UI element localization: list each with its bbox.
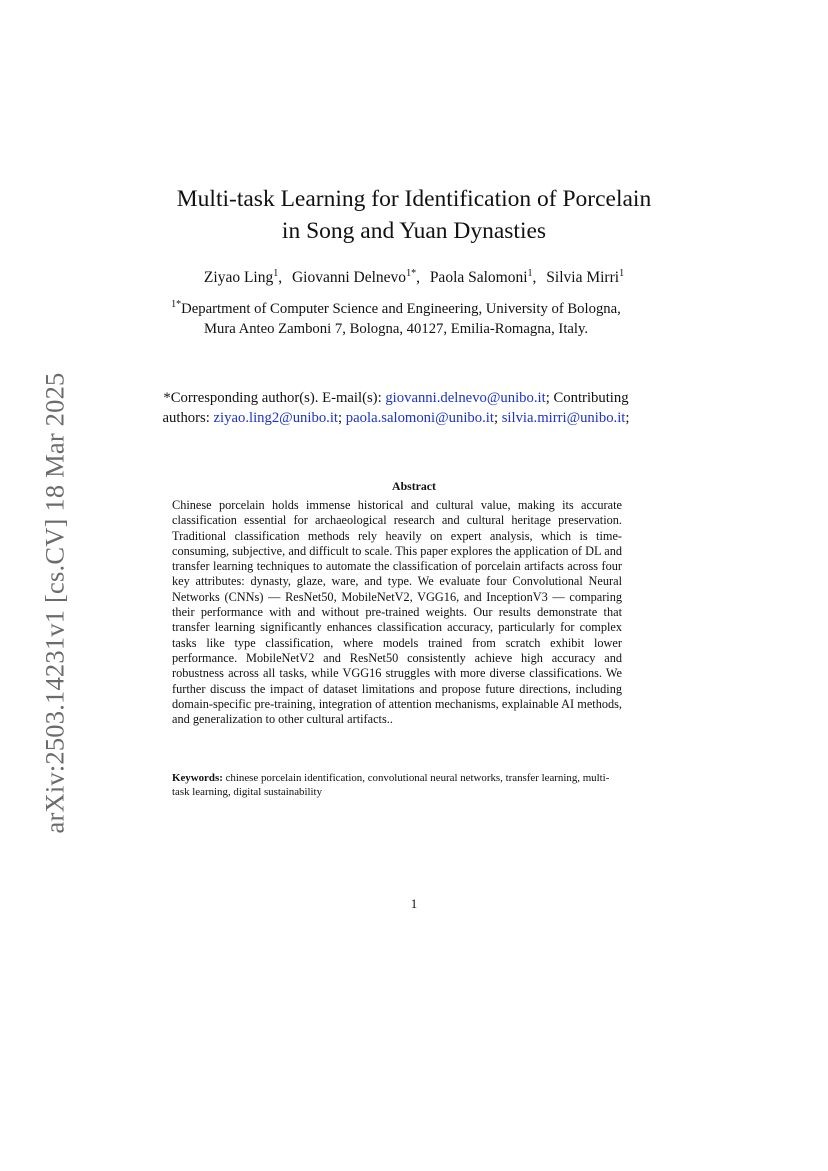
- title-line-2: in Song and Yuan Dynasties: [281, 218, 547, 244]
- contributor-email-link[interactable]: silvia.mirri@unibo.it: [501, 409, 626, 426]
- author: Silvia Mirri$^1$: [546, 268, 625, 286]
- contributor-email-link[interactable]: paola.salomoni@unibo.it: [345, 409, 494, 426]
- abstract-text: Chinese porcelain holds immense historical and cultural value, making its accurate classification essential for archaeological research and cultural heritage preservation. Traditional classification methods rely heavily on expert analysis, which is time-consuming, subjective, and difficult to scale. This paper explores the application of DL and transfer learning techniques to automate the classification of porcelain artifacts across four key attributes: dynasty, glaze, ware, and type. We evaluate four Convolutional Neural Networks (CNNs) — ResNet50, MobileNetV2, VGG16, and InceptionV3 — comparing their performance with and without pre-trained weights. Our results demonstrate that transfer learning significantly enhances classification accuracy, particularly for complex tasks like type classification, where models trained from scratch exhibit lower performance. MobileNetV2 and ResNet50 consistently achieve high accuracy and robustness across all tasks, while VGG16 struggles with more diverse classifications. We further discuss the impact of dataset limitations and propose future directions, including domain-specific pre-training, integration of attention mechanisms, explainable AI methods, and generalization to other cultural artifacts..: [172, 498, 622, 727]
- corresponding-email-link[interactable]: giovanni.delnevo@unibo.it: [385, 390, 546, 406]
- title-line-1: Multi-task Learning for Identification of Porcelain: [176, 186, 652, 212]
- abstract-heading: Abstract: [392, 479, 436, 493]
- page-number: 1: [410, 896, 418, 911]
- contributing-label: Contributing authors:: [162, 390, 629, 426]
- keywords: [172, 771, 622, 799]
- author: Giovanni Delnevo$^{1*}$: [291, 268, 417, 286]
- affiliation: $^{1*}$Department of Computer Science and Engineering, University of Bologna, Mura Anteo Zamboni 7, Bologna, 40127, Emilia-Romagna, Italy.: [171, 299, 621, 337]
- author: Ziyao Ling$^1$: [203, 268, 279, 286]
- author-list: Ziyao Ling$^1$, Giovanni Delnevo$^{1*}$, Paola Salomoni$^1$, Silvia Mirri$^1$: [203, 268, 625, 286]
- paper-title: [0, 183, 828, 247]
- arxiv-identifier-stamp: arXiv:2503.14231v1 [cs.CV] 18 Mar 2025: [39, 372, 70, 834]
- keywords-text: chinese porcelain identification, convolutional neural networks, transfer learning, multi-task learning, digital sustainability: [172, 772, 610, 798]
- contributor-email-link[interactable]: ziyao.ling2@unibo.it: [213, 409, 339, 426]
- keywords-label: Keywords:: [172, 772, 223, 784]
- correspondence-block: *Corresponding author(s). E-mail(s): giovanni.delnevo@unibo.it; Contributing authors: ziyao.ling2@unibo.it; paola.salomoni@unibo.it; silvia.mirri@unibo.it;: [162, 390, 630, 426]
- author: Paola Salomoni$^1$: [429, 268, 533, 286]
- corresponding-label: *Corresponding author(s). E-mail(s):: [163, 390, 382, 406]
